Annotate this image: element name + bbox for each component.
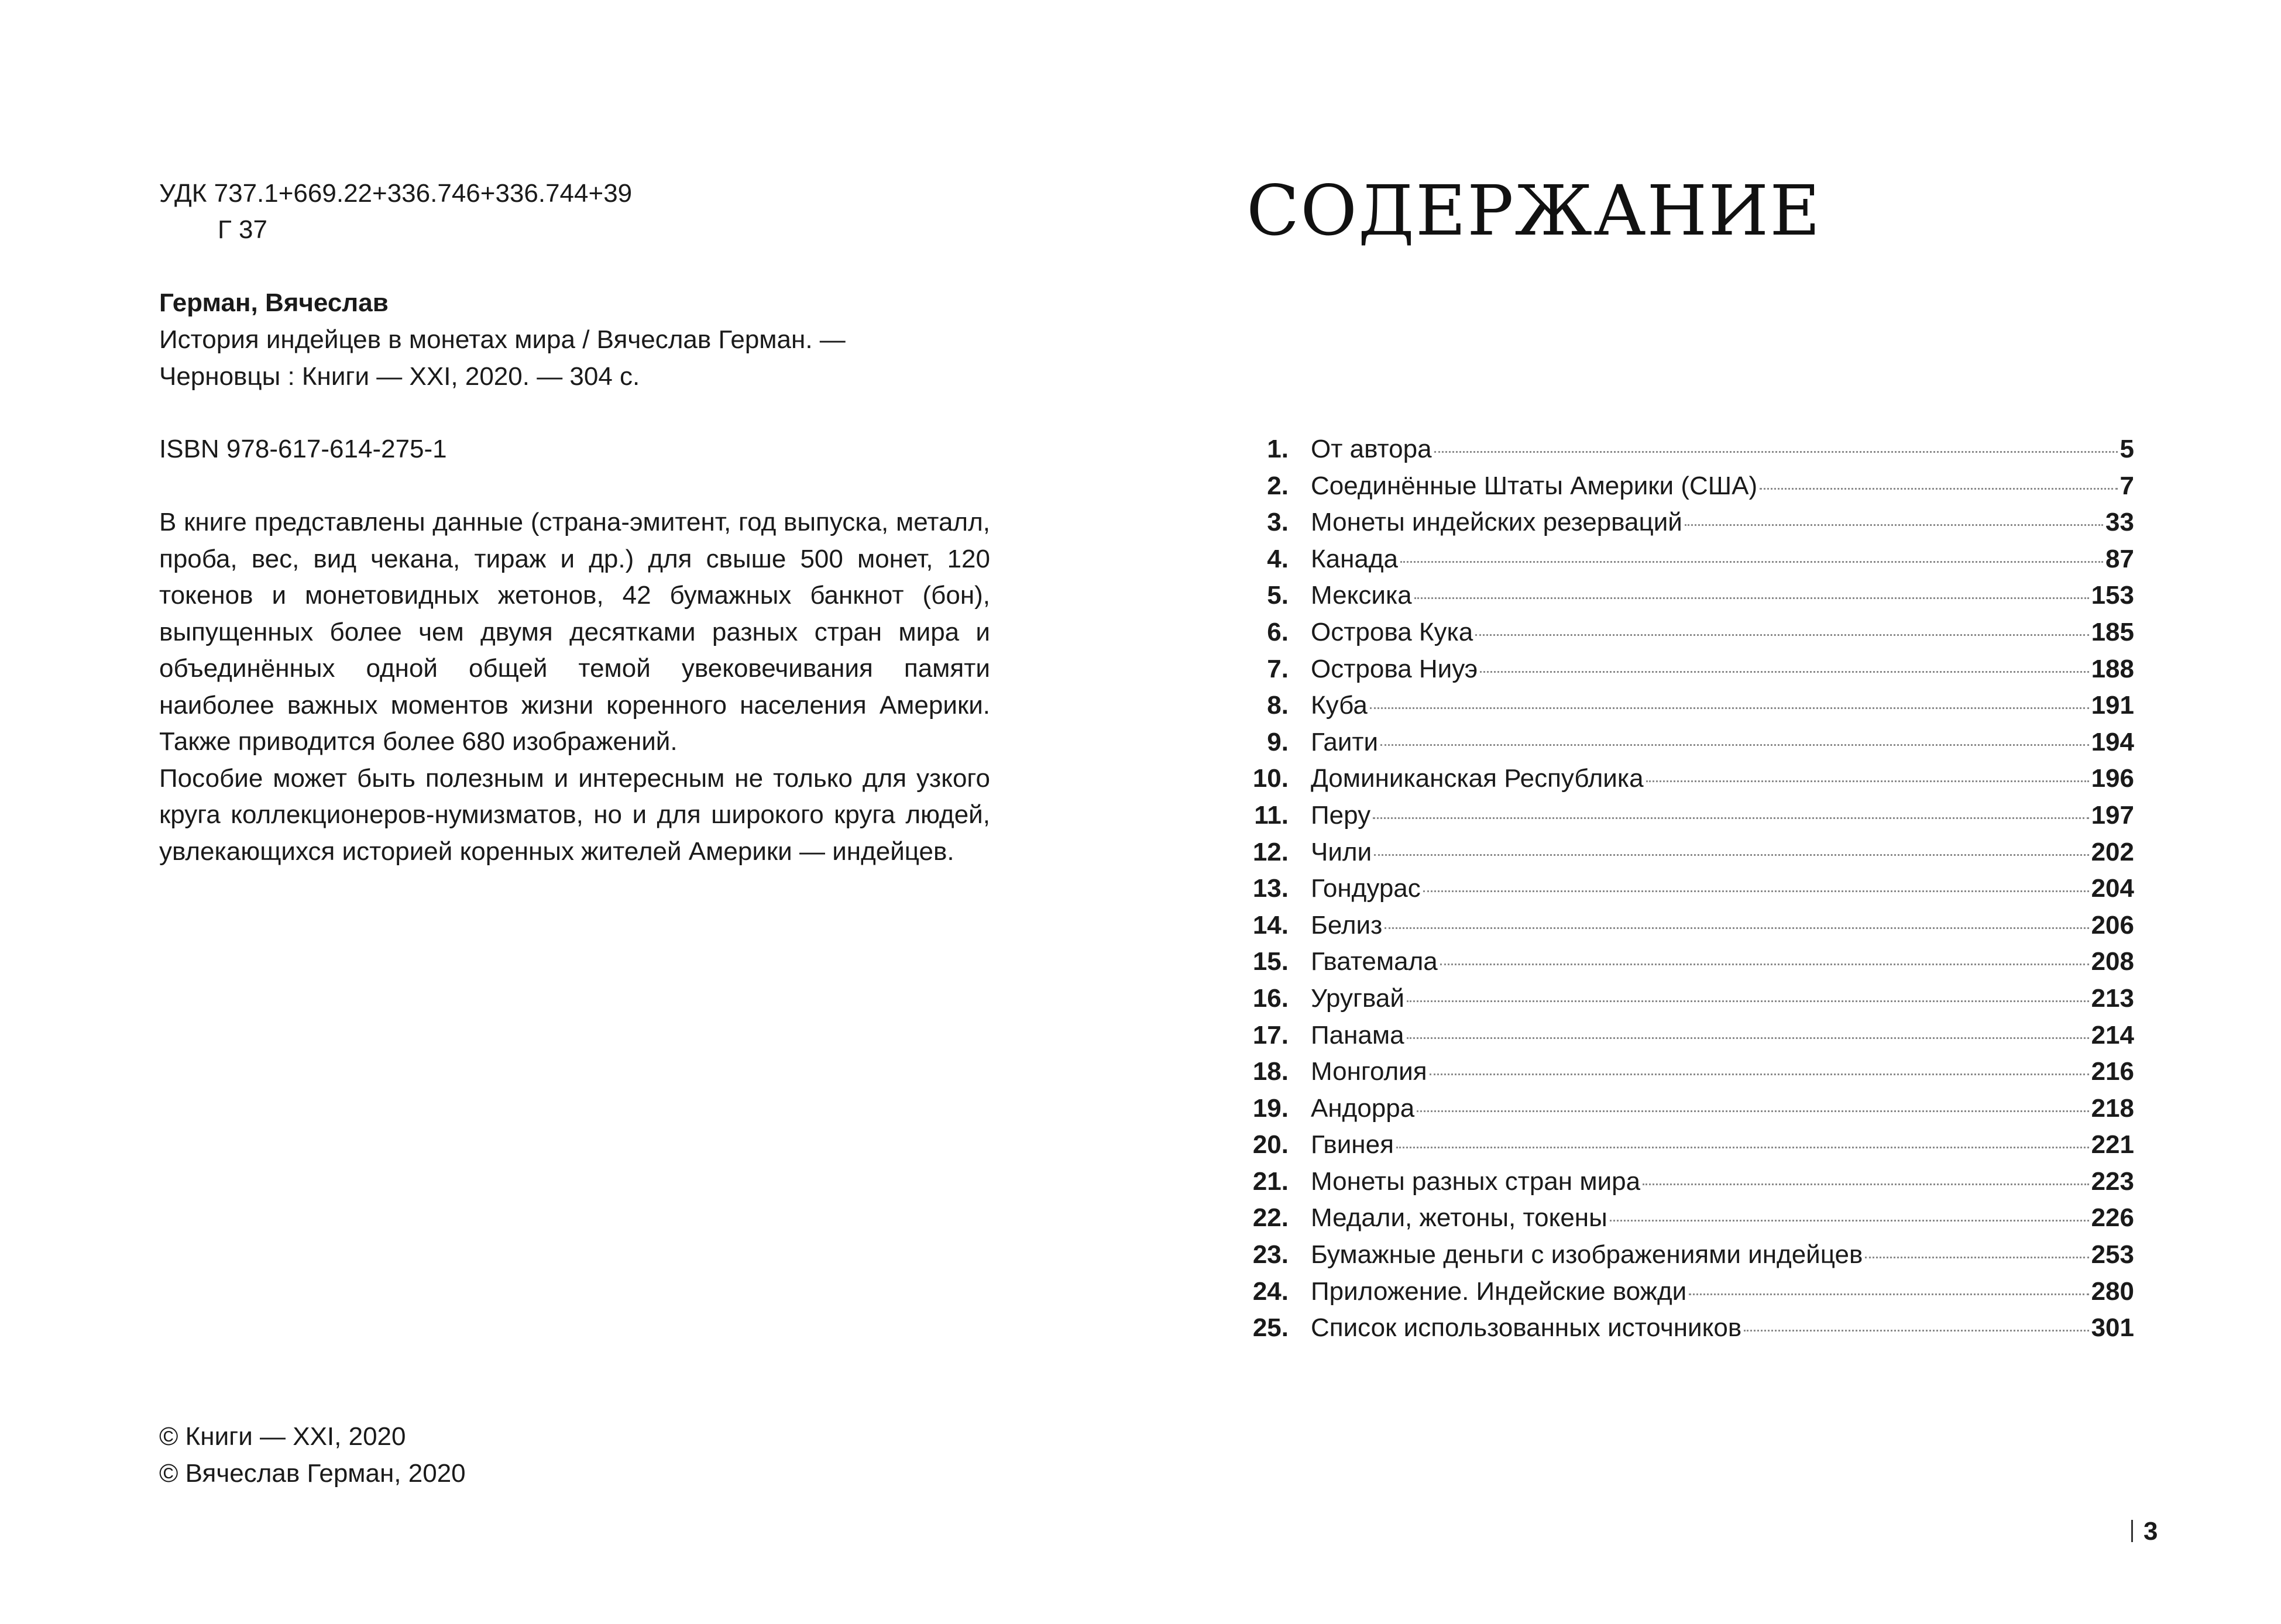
toc-entry-label: Острова Кука <box>1311 617 1473 646</box>
toc-entry-number: 8. <box>1267 691 1289 720</box>
toc-entry-number: 24. <box>1252 1277 1289 1306</box>
toc-entry-label: Андорра <box>1311 1093 1415 1123</box>
toc-entry-page: 204 <box>2091 874 2134 903</box>
toc-entry-page: 223 <box>2091 1167 2134 1196</box>
toc-dot-leader <box>1440 964 2089 965</box>
abstract <box>159 504 990 870</box>
toc-entry-label: Список использованных источников <box>1311 1313 1742 1343</box>
copyright-block <box>159 1419 466 1492</box>
abstract-paragraph: В книге представлены данные (страна-эмитент, год выпуска, металл, проба, вес, вид чекана, тираж и др.) для свыше 500 монет, 120 токенов и монетовидных жетонов, 42 бумажных банкнот (бон), выпущенных более чем двумя десятками разных стран мира и объединённых одной общей темой увековечивания памяти наиболее важных моментов жизни коренного населения Америки. Также приводится более 680 изображений. <box>159 508 990 756</box>
folio-divider <box>2131 1520 2133 1542</box>
toc-entry-page: 87 <box>2105 544 2134 573</box>
toc-entry-label: Монеты разных стран мира <box>1311 1167 1641 1196</box>
toc-entry-page: 7 <box>2119 471 2134 500</box>
toc-entry[interactable] <box>1246 1090 2134 1127</box>
biblio-line: История индейцев в монетах мира / Вячеслав Герман. — <box>159 325 846 354</box>
toc-entry[interactable] <box>1246 1017 2134 1054</box>
toc-entry-page: 221 <box>2091 1130 2134 1159</box>
toc-entry-label: Белиз <box>1311 910 1383 940</box>
toc-entry-page: 196 <box>2091 764 2134 793</box>
author-heading: Герман, Вячеслав <box>159 288 389 317</box>
toc-entry-label: Монеты индейских резерваций <box>1311 508 1682 537</box>
toc-entry-page: 185 <box>2091 617 2134 646</box>
toc-entry-page: 206 <box>2091 910 2134 940</box>
toc-entry-page: 301 <box>2091 1313 2134 1343</box>
abstract-paragraph: Пособие может быть полезным и интересным не только для узкого круга коллекционеров-нумизматов, но и для широкого круга людей, увлекающихся историей коренных жителей Америки — индейцев. <box>159 763 990 866</box>
toc-dot-leader <box>1646 780 2089 782</box>
toc-dot-leader <box>1685 524 2103 526</box>
toc-entry-label: Острова Ниуэ <box>1311 654 1478 683</box>
toc-entry-number: 5. <box>1267 581 1289 610</box>
toc-entry-page: 208 <box>2091 947 2134 976</box>
toc-entry[interactable] <box>1246 944 2134 980</box>
toc-entry-number: 20. <box>1252 1130 1289 1159</box>
toc-entry[interactable] <box>1246 1127 2134 1164</box>
toc-dot-leader <box>1374 854 2088 856</box>
toc-entry-page: 153 <box>2091 581 2134 610</box>
bibliographic-record <box>159 322 990 395</box>
toc-entry-number: 23. <box>1252 1240 1289 1269</box>
udk-classification: УДК 737.1+669.22+336.746+336.744+39 <box>159 179 633 208</box>
toc-entry[interactable] <box>1246 651 2134 688</box>
toc-dot-leader <box>1744 1330 2088 1331</box>
toc-entry-label: От автора <box>1311 435 1432 463</box>
toc-entry-page: 191 <box>2091 691 2134 720</box>
toc-dot-leader <box>1414 597 2089 599</box>
toc-dot-leader <box>1434 451 2118 453</box>
toc-entry[interactable] <box>1246 1200 2134 1237</box>
toc-entry-number: 14. <box>1252 910 1289 940</box>
toc-entry-label: Гондурас <box>1311 874 1421 903</box>
toc-dot-leader <box>1643 1183 2088 1185</box>
toc-entry[interactable] <box>1246 577 2134 614</box>
toc-entry[interactable] <box>1246 614 2134 651</box>
toc-entry[interactable] <box>1246 834 2134 871</box>
left-page <box>159 0 990 1624</box>
page-number-value: 3 <box>2143 1517 2158 1546</box>
toc-entry-page: 197 <box>2091 800 2134 830</box>
toc-entry-page: 213 <box>2091 983 2134 1013</box>
toc-dot-leader <box>1407 1037 2089 1039</box>
author-sign: Г 37 <box>218 215 267 244</box>
biblio-line: Черновцы : Книги — XXI, 2020. — 304 с. <box>159 362 640 391</box>
isbn: ISBN 978-617-614-275-1 <box>159 435 447 463</box>
toc-entry-page: 226 <box>2091 1203 2134 1233</box>
toc-dot-leader <box>1373 817 2089 819</box>
toc-entry-label: Мексика <box>1311 581 1412 610</box>
toc-entry[interactable] <box>1246 797 2134 834</box>
toc-entry-label: Уругвай <box>1311 983 1404 1013</box>
toc-entry-number: 7. <box>1267 654 1289 683</box>
toc-entry-number: 3. <box>1267 508 1289 537</box>
toc-entry-label: Чили <box>1311 837 1372 866</box>
toc-entry-number: 2. <box>1267 471 1289 500</box>
toc-entry-label: Канада <box>1311 544 1399 573</box>
toc-entry-label: Гватемала <box>1311 947 1438 976</box>
toc-entry-page: 280 <box>2091 1277 2134 1306</box>
toc-dot-leader <box>1475 634 2088 636</box>
toc-dot-leader <box>1385 927 2088 929</box>
toc-entry-number: 12. <box>1252 837 1289 866</box>
toc-entry-number: 25. <box>1252 1313 1289 1343</box>
toc-entry-label: Бумажные деньги с изображениями индейцев <box>1311 1240 1863 1269</box>
toc-entry[interactable] <box>1246 1310 2134 1347</box>
toc-entry-number: 18. <box>1252 1057 1289 1086</box>
toc-entry-label: Перу <box>1311 800 1371 830</box>
toc-dot-leader <box>1480 671 2088 673</box>
toc-dot-leader <box>1396 1147 2089 1148</box>
toc-entry[interactable] <box>1246 907 2134 944</box>
toc-entry-page: 5 <box>2119 435 2134 463</box>
toc-entry-number: 6. <box>1267 617 1289 646</box>
toc-entry-page: 218 <box>2091 1093 2134 1123</box>
toc-entry[interactable] <box>1246 871 2134 907</box>
toc-entry-label: Монголия <box>1311 1057 1427 1086</box>
table-of-contents <box>1246 431 2134 1347</box>
toc-entry[interactable] <box>1246 504 2134 541</box>
toc-entry[interactable] <box>1246 431 2134 468</box>
toc-dot-leader <box>1430 1074 2089 1075</box>
toc-entry-label: Соединённые Штаты Америки (США) <box>1311 471 1758 500</box>
toc-entry-page: 194 <box>2091 727 2134 756</box>
toc-entry[interactable] <box>1246 1274 2134 1310</box>
toc-dot-leader <box>1407 1000 2089 1002</box>
toc-dot-leader <box>1423 890 2089 892</box>
toc-dot-leader <box>1370 707 2089 709</box>
copyright-line: © Книги — XXI, 2020 <box>159 1422 406 1451</box>
page-number <box>2131 1514 2158 1549</box>
toc-dot-leader <box>1380 744 2088 746</box>
toc-entry[interactable] <box>1246 724 2134 761</box>
toc-entry-number: 15. <box>1252 947 1289 976</box>
toc-dot-leader <box>1865 1257 2088 1258</box>
toc-dot-leader <box>1400 561 2103 563</box>
toc-entry-label: Медали, жетоны, токены <box>1311 1203 1607 1233</box>
toc-entry-page: 214 <box>2091 1020 2134 1050</box>
toc-entry[interactable] <box>1246 761 2134 797</box>
toc-entry-page: 202 <box>2091 837 2134 866</box>
toc-entry-page: 188 <box>2091 654 2134 683</box>
toc-entry-number: 11. <box>1254 800 1289 830</box>
toc-entry-number: 1. <box>1267 435 1289 463</box>
toc-entry[interactable] <box>1246 1054 2134 1090</box>
toc-entry[interactable] <box>1246 687 2134 724</box>
toc-entry-number: 16. <box>1252 983 1289 1013</box>
toc-dot-leader <box>1760 488 2117 490</box>
toc-dot-leader <box>1417 1110 2088 1112</box>
toc-entry-number: 19. <box>1252 1093 1289 1123</box>
toc-entry-number: 17. <box>1252 1020 1289 1050</box>
toc-entry-label: Приложение. Индейские вожди <box>1311 1277 1687 1306</box>
toc-entry-number: 4. <box>1267 544 1289 573</box>
toc-entry-number: 10. <box>1252 764 1289 793</box>
toc-entry-number: 22. <box>1252 1203 1289 1233</box>
toc-entry-page: 216 <box>2091 1057 2134 1086</box>
toc-entry[interactable] <box>1246 1164 2134 1200</box>
toc-entry-page: 33 <box>2105 508 2134 537</box>
toc-dot-leader <box>1610 1220 2089 1222</box>
toc-title: СОДЕРЖАНИЕ <box>1246 170 1822 251</box>
right-page <box>1246 0 2136 1624</box>
toc-entry-number: 21. <box>1252 1167 1289 1196</box>
toc-entry-number: 9. <box>1267 727 1289 756</box>
toc-dot-leader <box>1689 1293 2088 1295</box>
toc-entry[interactable] <box>1246 980 2134 1017</box>
copyright-line: © Вячеслав Герман, 2020 <box>159 1458 466 1488</box>
toc-entry[interactable] <box>1246 468 2134 505</box>
toc-entry-label: Куба <box>1311 691 1368 720</box>
toc-entry-label: Гвинея <box>1311 1130 1394 1159</box>
toc-entry-label: Доминиканская Республика <box>1311 764 1644 793</box>
toc-entry-number: 13. <box>1252 874 1289 903</box>
toc-entry[interactable] <box>1246 1237 2134 1274</box>
toc-entry-label: Гаити <box>1311 727 1379 756</box>
toc-entry[interactable] <box>1246 541 2134 578</box>
toc-entry-page: 253 <box>2091 1240 2134 1269</box>
toc-entry-label: Панама <box>1311 1020 1404 1050</box>
